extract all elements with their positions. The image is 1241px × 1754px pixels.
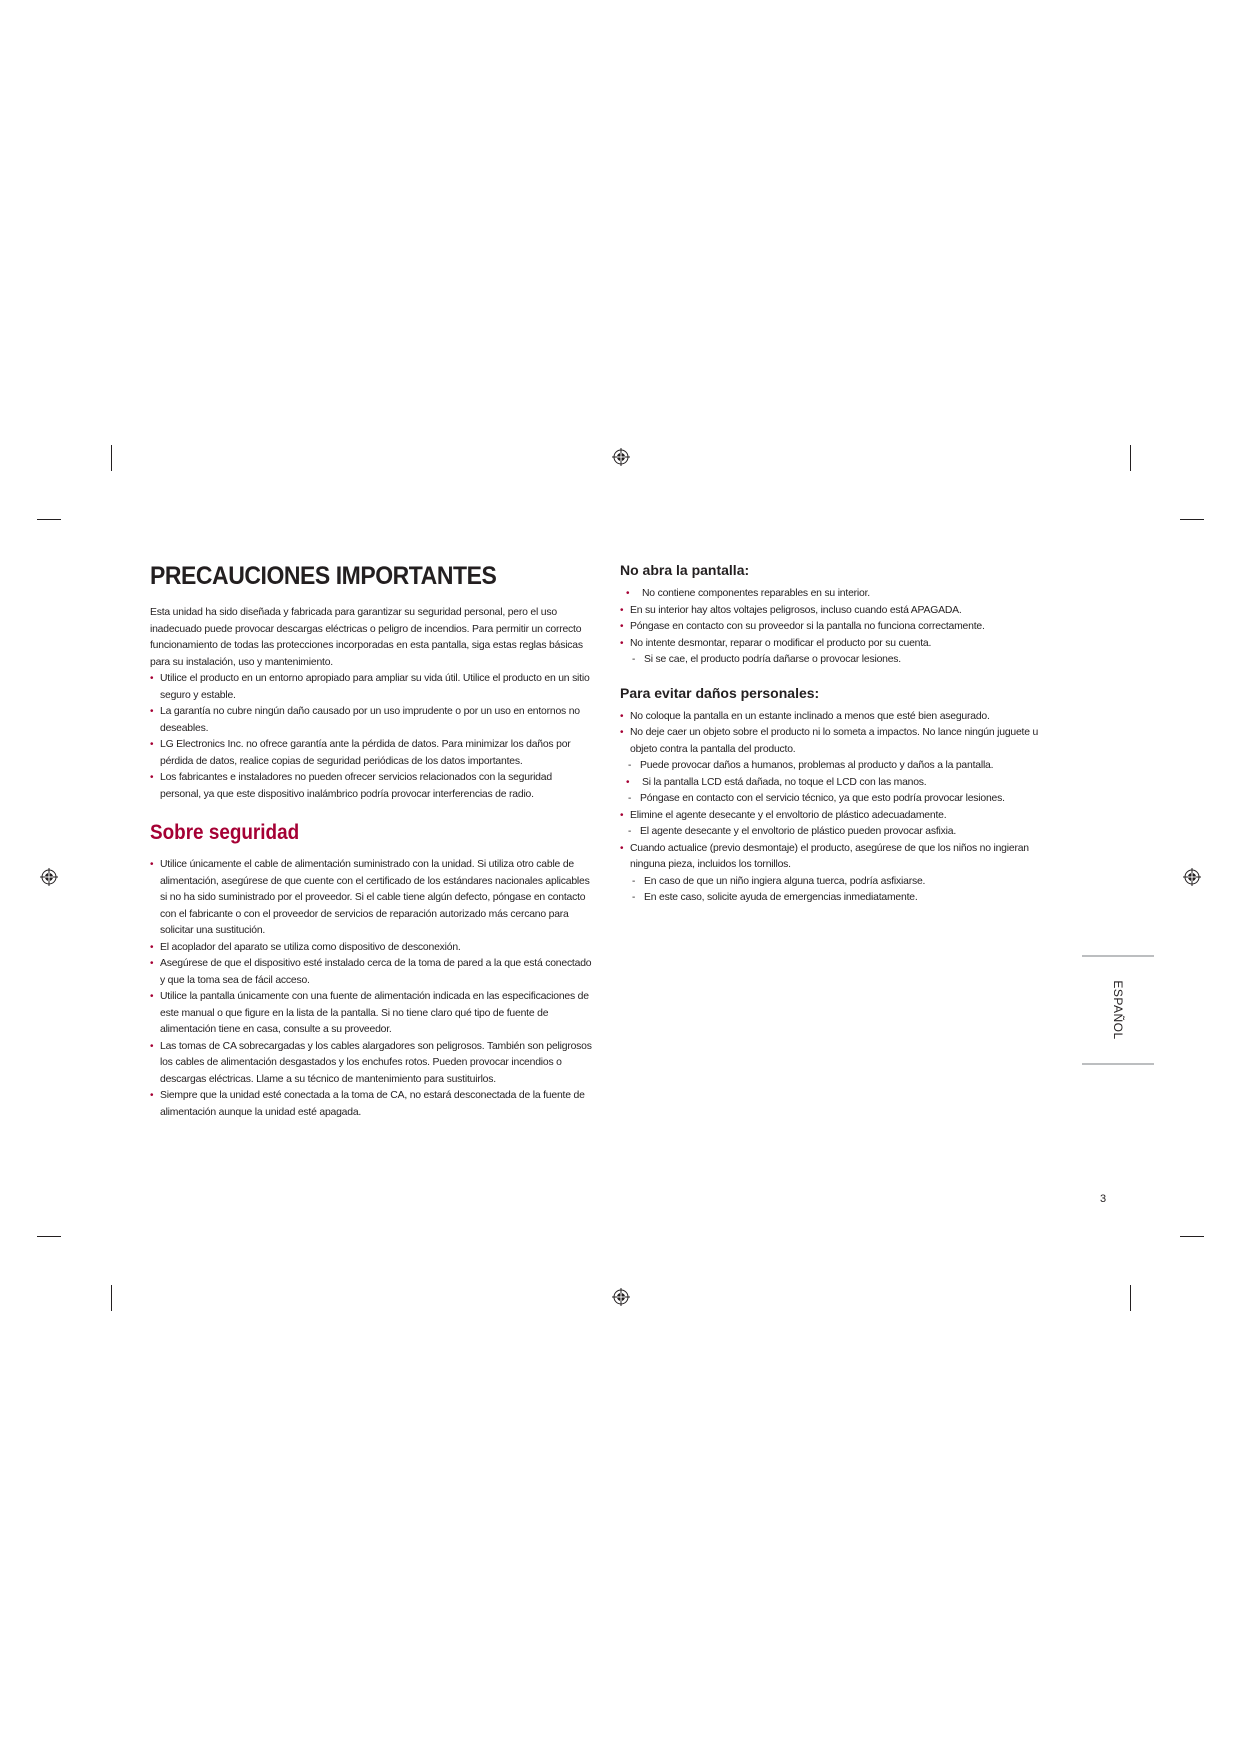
language-tab — [1082, 955, 1154, 1065]
list-item: • Si la pantalla LCD está dañada, no toque el LCD con las manos. — [620, 775, 1065, 792]
crop-mark — [37, 519, 61, 520]
list-item: • No coloque la pantalla en un estante inclinado a menos que esté bien asegurado. — [620, 709, 1065, 726]
safety-list — [150, 857, 595, 1121]
list-subitem: - Póngase en contacto con el servicio técnico, ya que esto podría provocar lesiones. — [620, 791, 1065, 808]
crop-mark — [1130, 445, 1131, 471]
list-item: • No deje caer un objeto sobre el producto ni lo someta a impactos. No lance ningún juguete u objeto contra la pantalla del producto. — [620, 725, 1065, 758]
registration-mark-icon — [612, 1288, 630, 1306]
list-item: • Siempre que la unidad esté conectada a la toma de CA, no estará desconectada de la fuente de alimentación aunque la unidad esté apagada. — [150, 1088, 595, 1121]
precautions-list — [150, 671, 595, 803]
list-subitem: - Si se cae, el producto podría dañarse o provocar lesiones. — [620, 652, 1065, 669]
heading-avoid-injury: Para evitar daños personales: — [620, 684, 820, 701]
crop-mark — [1180, 1236, 1204, 1237]
list-subitem: - El agente desecante y el envoltorio de plástico pueden provocar asfixia. — [620, 824, 1065, 841]
list-item: • No intente desmontar, reparar o modificar el producto por su cuenta. — [620, 636, 1065, 653]
list-subitem: - Puede provocar daños a humanos, problemas al producto y daños a la pantalla. — [620, 758, 1065, 775]
page-number: 3 — [1100, 1193, 1107, 1205]
language-label: ESPAÑOL — [1111, 980, 1125, 1040]
list-item: • Las tomas de CA sobrecargadas y los cables alargadores son peligrosos. También son peligrosos los cables de alimentación desgastados y los enchufes rotos. Pueden provocar incendios o descargas eléctricas. Llame a su técnico de mantenimiento para sustituirlos. — [150, 1039, 595, 1089]
list-item: • En su interior hay altos voltajes peligrosos, incluso cuando está APAGADA. — [620, 603, 1065, 620]
registration-mark-icon — [1183, 868, 1201, 886]
right-column — [620, 562, 1065, 907]
section-title-safety: Sobre seguridad — [150, 821, 300, 844]
list-item: • Póngase en contacto con su proveedor si la pantalla no funciona correctamente. — [620, 619, 1065, 636]
crop-mark — [111, 445, 112, 471]
list-item: • Utilice la pantalla únicamente con una fuente de alimentación indicada en las especificaciones de este manual o que figure en la lista de la pantalla. Si no tiene claro qué tipo de fuente de alimentación tiene en casa, consulte a su proveedor. — [150, 989, 595, 1039]
crop-mark — [37, 1236, 61, 1237]
list-item: • Los fabricantes e instaladores no pueden ofrecer servicios relacionados con la seguridad personal, ya que este dispositivo inalámbrico podría provocar interferencias de radio. — [150, 770, 595, 803]
crop-mark — [111, 1285, 112, 1311]
intro-paragraph: Esta unidad ha sido diseñada y fabricada para garantizar su seguridad personal, pero el uso inadecuado puede provocar descargas eléctricas o peligro de incendios. Para permitir un correcto funcionamiento de todas las protecciones incorporadas en esta pantalla, siga estas reglas básicas para su instalación, uso y mantenimiento. — [150, 607, 583, 668]
list-item: • Utilice el producto en un entorno apropiado para ampliar su vida útil. Utilice el producto en un sitio seguro y estable. — [150, 671, 595, 704]
crop-mark — [1180, 519, 1204, 520]
list-subitem: - En este caso, solicite ayuda de emergencias inmediatamente. — [620, 890, 1065, 907]
left-column — [150, 562, 595, 1121]
page-title: PRECAUCIONES IMPORTANTES — [150, 562, 497, 590]
list-item: • LG Electronics Inc. no ofrece garantía ante la pérdida de datos. Para minimizar los daños por pérdida de datos, realice copias de seguridad periódicas de los datos importantes. — [150, 737, 595, 770]
list-item: • El acoplador del aparato se utiliza como dispositivo de desconexión. — [150, 940, 595, 957]
registration-mark-icon — [612, 448, 630, 466]
list-item: • La garantía no cubre ningún daño causado por un uso imprudente o por un uso en entornos no deseables. — [150, 704, 595, 737]
list-item: • Elimine el agente desecante y el envoltorio de plástico adecuadamente. — [620, 808, 1065, 825]
list-item: • Asegúrese de que el dispositivo esté instalado cerca de la toma de pared a la que está conectado y que la toma sea de fácil acceso. — [150, 956, 595, 989]
list-subitem: - En caso de que un niño ingiera alguna tuerca, podría asfixiarse. — [620, 874, 1065, 891]
list-item: • Cuando actualice (previo desmontaje) el producto, asegúrese de que los niños no ingieran ninguna pieza, incluidos los tornillos. — [620, 841, 1065, 874]
do-not-open-list — [620, 586, 1065, 669]
list-item: • No contiene componentes reparables en su interior. — [620, 586, 1065, 603]
list-item: • Utilice únicamente el cable de alimentación suministrado con la unidad. Si utiliza otro cable de alimentación, asegúrese de que cuente con el certificado de los estándares nacionales aplicables si no ha sido suministrado por el proveedor. Si el cable tiene algún defecto, póngase en contacto con el fabricante o con el proveedor de servicios de reparación autorizado más cercano para solicitar una sustitución. — [150, 857, 595, 940]
registration-mark-icon — [40, 868, 58, 886]
avoid-injury-list — [620, 709, 1065, 907]
heading-do-not-open: No abra la pantalla: — [620, 562, 750, 578]
crop-mark — [1130, 1285, 1131, 1311]
